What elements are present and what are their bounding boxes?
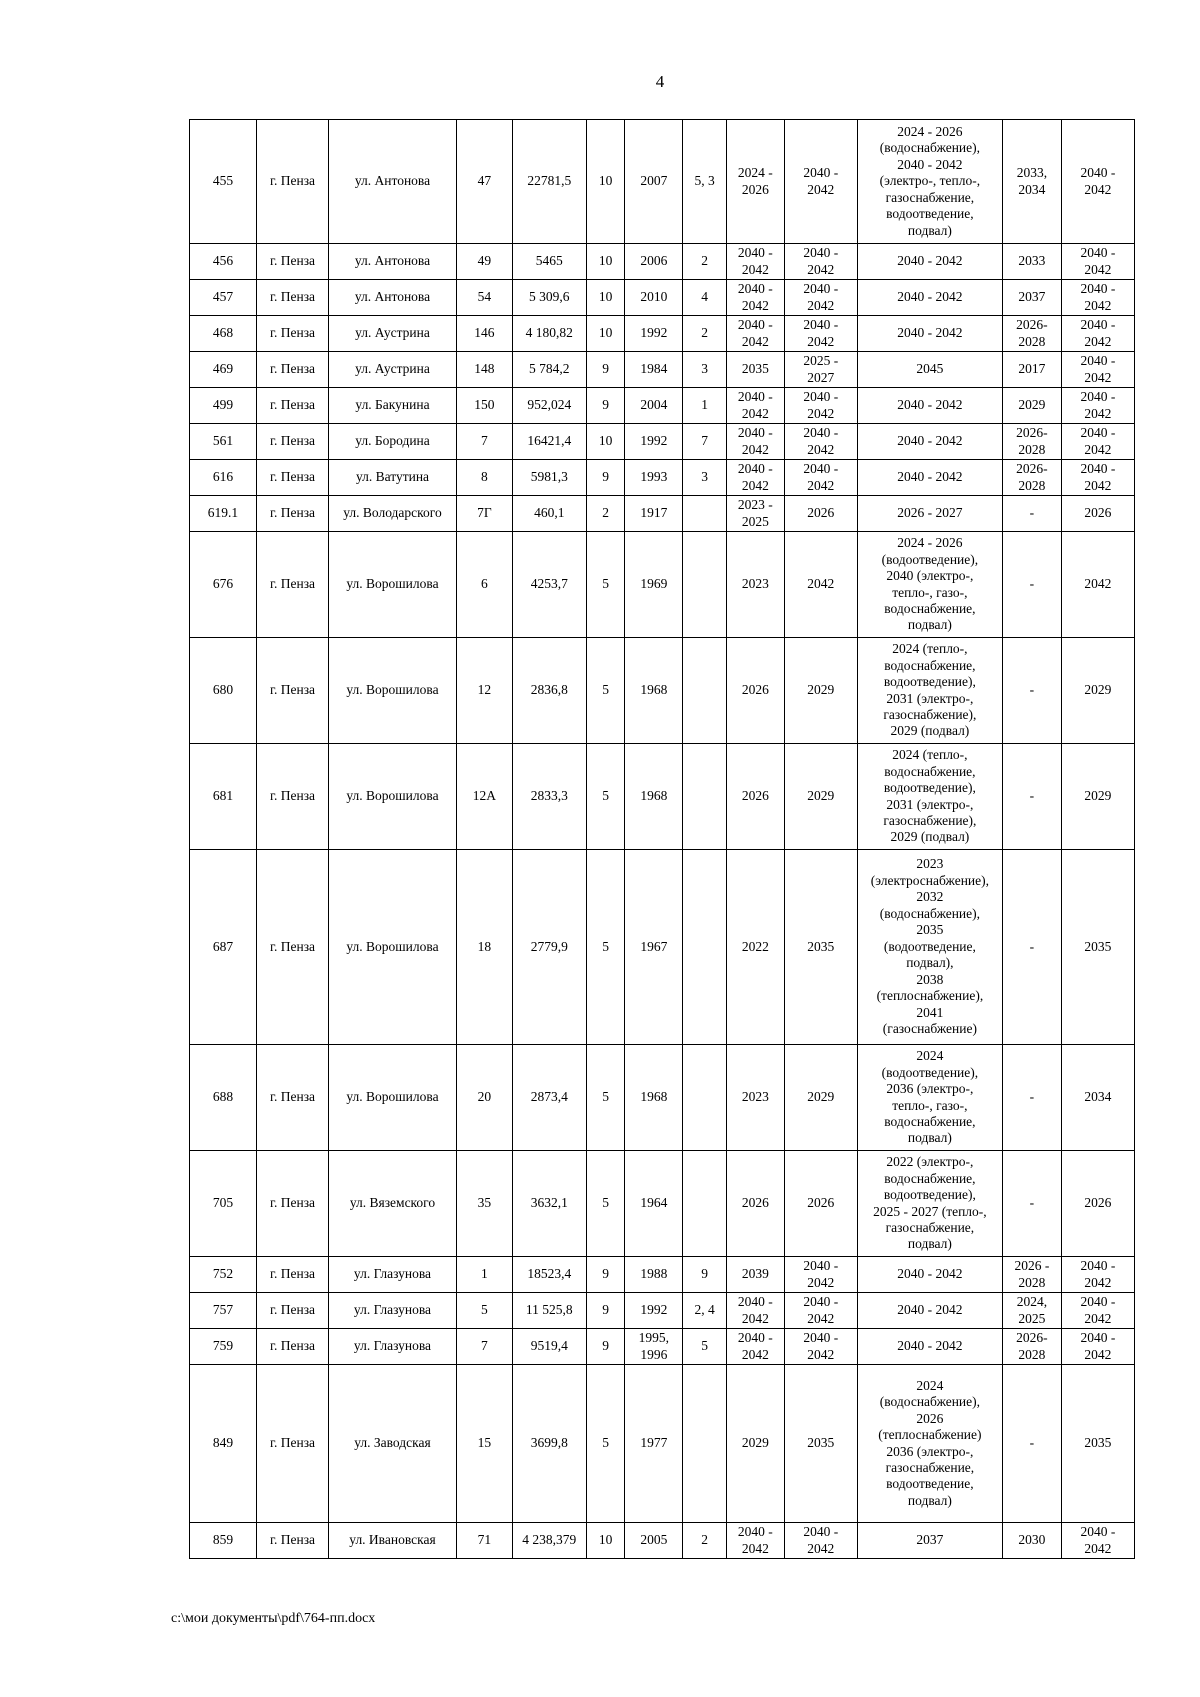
table-cell: 2037 xyxy=(1002,280,1061,316)
table-cell: г. Пенза xyxy=(256,744,328,850)
table-cell: 20 xyxy=(456,1045,512,1151)
table-cell: 2022 (электро-, водоснабжение, водоотведение), 2025 - 2027 (тепло-, газоснабжение, подвал) xyxy=(857,1151,1002,1257)
table-cell: г. Пенза xyxy=(256,424,328,460)
table-cell: 16421,4 xyxy=(512,424,586,460)
housing-repair-schedule-table xyxy=(189,119,1135,1559)
table-cell: 5 784,2 xyxy=(512,352,586,388)
table-cell: г. Пенза xyxy=(256,1257,328,1293)
table-cell: 9 xyxy=(683,1257,727,1293)
table-cell xyxy=(683,496,727,532)
table-cell: 10 xyxy=(586,1523,625,1559)
table-cell: 2779,9 xyxy=(512,850,586,1045)
table-row xyxy=(190,1293,1135,1329)
table-cell: 10 xyxy=(586,280,625,316)
table-cell: г. Пенза xyxy=(256,1365,328,1523)
table-cell: 2035 xyxy=(784,850,857,1045)
table-cell: - xyxy=(1002,638,1061,744)
table-row xyxy=(190,1365,1135,1523)
table-cell: 5 xyxy=(586,1151,625,1257)
table-cell: ул. Заводская xyxy=(329,1365,457,1523)
table-cell: 2040 - 2042 xyxy=(857,244,1002,280)
table-cell: 2040 - 2042 xyxy=(726,460,784,496)
table-row xyxy=(190,1257,1135,1293)
table-cell: ул. Антонова xyxy=(329,244,457,280)
table-cell: 2033, 2034 xyxy=(1002,120,1061,244)
footer-file-path: c:\мои документы\pdf\764-пп.docx xyxy=(171,1611,376,1626)
table-cell: г. Пенза xyxy=(256,244,328,280)
table-row xyxy=(190,244,1135,280)
table-cell: 2026 - 2028 xyxy=(1002,1257,1061,1293)
table-cell: 2026 xyxy=(726,1151,784,1257)
table-cell: 1 xyxy=(456,1257,512,1293)
table-cell: 952,024 xyxy=(512,388,586,424)
table-cell: 681 xyxy=(190,744,257,850)
table-cell: 11 525,8 xyxy=(512,1293,586,1329)
table-cell: 54 xyxy=(456,280,512,316)
table-cell: 2040 - 2042 xyxy=(857,1293,1002,1329)
table-cell: 2040 - 2042 xyxy=(784,460,857,496)
table-cell: г. Пенза xyxy=(256,120,328,244)
table-cell: г. Пенза xyxy=(256,388,328,424)
table-cell: 1968 xyxy=(625,1045,683,1151)
table-cell: 3699,8 xyxy=(512,1365,586,1523)
table-cell: 2833,3 xyxy=(512,744,586,850)
table-cell: 2040 - 2042 xyxy=(1061,1293,1134,1329)
table-cell: 7 xyxy=(456,1329,512,1365)
table-cell: 2024 - 2026 (водоотведение), 2040 (электро-, тепло-, газо-, водоснабжение, подвал) xyxy=(857,532,1002,638)
table-row xyxy=(190,424,1135,460)
table-cell: 1967 xyxy=(625,850,683,1045)
table-row xyxy=(190,496,1135,532)
table-cell: 2040 - 2042 xyxy=(784,1523,857,1559)
table-cell: 2040 - 2042 xyxy=(726,316,784,352)
table-row xyxy=(190,1523,1135,1559)
table-cell: г. Пенза xyxy=(256,352,328,388)
table-cell: 2024, 2025 xyxy=(1002,1293,1061,1329)
table-cell: 2040 - 2042 xyxy=(857,1257,1002,1293)
table-cell: 2026 xyxy=(726,744,784,850)
table-cell: 5 xyxy=(586,638,625,744)
table-cell: 10 xyxy=(586,424,625,460)
table-cell: 2 xyxy=(683,244,727,280)
table-cell: ул. Ивановская xyxy=(329,1523,457,1559)
table-cell: 1968 xyxy=(625,638,683,744)
page-number: 4 xyxy=(655,72,665,91)
table-cell: 2035 xyxy=(726,352,784,388)
table-cell: 2029 xyxy=(1061,638,1134,744)
table-cell: 2040 - 2042 xyxy=(726,280,784,316)
table-cell: 1968 xyxy=(625,744,683,850)
table-cell: ул. Глазунова xyxy=(329,1293,457,1329)
table-cell: 10 xyxy=(586,244,625,280)
table-cell: 146 xyxy=(456,316,512,352)
table-cell: 2025 - 2027 xyxy=(784,352,857,388)
table-cell: 2040 - 2042 xyxy=(726,1523,784,1559)
table-cell: 499 xyxy=(190,388,257,424)
table-cell: 8 xyxy=(456,460,512,496)
table-cell: 2, 4 xyxy=(683,1293,727,1329)
table-cell: г. Пенза xyxy=(256,316,328,352)
table-cell: 4253,7 xyxy=(512,532,586,638)
table-cell: ул. Бакунина xyxy=(329,388,457,424)
table-cell: 2040 - 2042 xyxy=(1061,1257,1134,1293)
table-row xyxy=(190,638,1135,744)
table-cell: г. Пенза xyxy=(256,1045,328,1151)
table-cell: 2040 - 2042 xyxy=(857,316,1002,352)
table-cell: 2040 - 2042 xyxy=(857,460,1002,496)
table-cell: 2026- 2028 xyxy=(1002,1329,1061,1365)
table-cell: 2029 xyxy=(1002,388,1061,424)
table-cell: 2040 - 2042 xyxy=(784,1293,857,1329)
table-cell: - xyxy=(1002,1365,1061,1523)
table-cell: 2 xyxy=(683,1523,727,1559)
table-cell: г. Пенза xyxy=(256,1151,328,1257)
table-cell: 5 xyxy=(586,744,625,850)
table-cell: 2024 (тепло-, водоснабжение, водоотведение), 2031 (электро-, газоснабжение), 2029 (подвал) xyxy=(857,744,1002,850)
table-cell: 2040 - 2042 xyxy=(1061,352,1134,388)
table-cell: ул. Бородина xyxy=(329,424,457,460)
table-cell: ул. Антонова xyxy=(329,120,457,244)
table-cell: 9 xyxy=(586,460,625,496)
table-cell: 2040 - 2042 xyxy=(784,280,857,316)
table-cell: 18523,4 xyxy=(512,1257,586,1293)
table-cell xyxy=(683,850,727,1045)
table-cell: 15 xyxy=(456,1365,512,1523)
table-cell: 680 xyxy=(190,638,257,744)
table-cell: г. Пенза xyxy=(256,496,328,532)
table-cell: 2040 - 2042 xyxy=(1061,1523,1134,1559)
table-cell: 2006 xyxy=(625,244,683,280)
table-cell: 2026- 2028 xyxy=(1002,424,1061,460)
table-row xyxy=(190,316,1135,352)
table-cell: 687 xyxy=(190,850,257,1045)
table-cell: 2023 - 2025 xyxy=(726,496,784,532)
table-cell: 2040 - 2042 xyxy=(784,1257,857,1293)
table-cell: г. Пенза xyxy=(256,638,328,744)
table-cell: 468 xyxy=(190,316,257,352)
table-cell: 1 xyxy=(683,388,727,424)
table-cell: 9 xyxy=(586,388,625,424)
table-cell: 2035 xyxy=(1061,1365,1134,1523)
table-row xyxy=(190,352,1135,388)
table-cell xyxy=(683,638,727,744)
table-cell: 460,1 xyxy=(512,496,586,532)
table-cell: г. Пенза xyxy=(256,1293,328,1329)
table-cell: ул. Вяземского xyxy=(329,1151,457,1257)
table-cell: 1995, 1996 xyxy=(625,1329,683,1365)
table-cell: г. Пенза xyxy=(256,1329,328,1365)
table-cell: 2040 - 2042 xyxy=(784,316,857,352)
table-cell: ул. Ватутина xyxy=(329,460,457,496)
table-cell: 2026 xyxy=(726,638,784,744)
table-cell: 2040 - 2042 xyxy=(857,1329,1002,1365)
table-cell: 2040 - 2042 xyxy=(857,280,1002,316)
table-cell xyxy=(683,532,727,638)
table-cell: 2873,4 xyxy=(512,1045,586,1151)
table-cell: 2026 xyxy=(784,1151,857,1257)
table-cell: ул. Ворошилова xyxy=(329,638,457,744)
table-cell: - xyxy=(1002,496,1061,532)
table-cell: 5 xyxy=(586,1045,625,1151)
table-cell: 2040 - 2042 xyxy=(1061,280,1134,316)
table-cell: 1993 xyxy=(625,460,683,496)
table-cell: 2023 (электроснабжение), 2032 (водоснабжение), 2035 (водоотведение, подвал), 2038 (теплоснабжение), 2041 (газоснабжение) xyxy=(857,850,1002,1045)
table-cell: 7 xyxy=(683,424,727,460)
table-cell: 2040 - 2042 xyxy=(1061,1329,1134,1365)
table-cell: 2024 - 2026 (водоснабжение), 2040 - 2042 (электро-, тепло-, газоснабжение, водоотведение, подвал) xyxy=(857,120,1002,244)
table-cell: 2029 xyxy=(784,638,857,744)
table-cell: 2045 xyxy=(857,352,1002,388)
table-cell xyxy=(683,1365,727,1523)
table-cell: 2029 xyxy=(784,1045,857,1151)
table-cell: г. Пенза xyxy=(256,460,328,496)
table-cell: 1984 xyxy=(625,352,683,388)
table-cell: 22781,5 xyxy=(512,120,586,244)
table-cell: 2040 - 2042 xyxy=(857,388,1002,424)
table-cell: 859 xyxy=(190,1523,257,1559)
table-cell: 9 xyxy=(586,1257,625,1293)
table-cell: 2024 (водоотведение), 2036 (электро-, тепло-, газо-, водоснабжение, подвал) xyxy=(857,1045,1002,1151)
table-cell: 2040 - 2042 xyxy=(784,120,857,244)
table-cell: 1969 xyxy=(625,532,683,638)
table-cell: ул. Ворошилова xyxy=(329,532,457,638)
table-cell: 2040 - 2042 xyxy=(1061,460,1134,496)
table-cell: 2040 - 2042 xyxy=(784,244,857,280)
table-cell: 2022 xyxy=(726,850,784,1045)
table-cell: 2026 xyxy=(1061,496,1134,532)
table-cell: 2026- 2028 xyxy=(1002,460,1061,496)
table-cell: г. Пенза xyxy=(256,1523,328,1559)
table-cell xyxy=(683,1045,727,1151)
table-cell: 2040 - 2042 xyxy=(857,424,1002,460)
table-cell: 1992 xyxy=(625,424,683,460)
table-cell: ул. Аустрина xyxy=(329,316,457,352)
table-cell: 2030 xyxy=(1002,1523,1061,1559)
table-cell: - xyxy=(1002,744,1061,850)
table-cell: г. Пенза xyxy=(256,532,328,638)
table-cell: 2004 xyxy=(625,388,683,424)
table-cell: 2034 xyxy=(1061,1045,1134,1151)
table-cell: 2 xyxy=(586,496,625,532)
table-cell: 619.1 xyxy=(190,496,257,532)
table-cell: 688 xyxy=(190,1045,257,1151)
table-row xyxy=(190,1329,1135,1365)
table-cell: 2040 - 2042 xyxy=(784,424,857,460)
table-cell: 148 xyxy=(456,352,512,388)
table-cell: 1992 xyxy=(625,316,683,352)
table-body xyxy=(190,120,1135,1559)
table-cell: 455 xyxy=(190,120,257,244)
table-cell: 2040 - 2042 xyxy=(1061,316,1134,352)
table-cell: 676 xyxy=(190,532,257,638)
table-cell: 4 238,379 xyxy=(512,1523,586,1559)
table-cell: 616 xyxy=(190,460,257,496)
table-cell: 1917 xyxy=(625,496,683,532)
table-cell: ул. Антонова xyxy=(329,280,457,316)
table-row xyxy=(190,850,1135,1045)
table-cell: 457 xyxy=(190,280,257,316)
table-cell: 12А xyxy=(456,744,512,850)
table-cell: - xyxy=(1002,532,1061,638)
table-cell: 2035 xyxy=(1061,850,1134,1045)
table-cell: 1992 xyxy=(625,1293,683,1329)
table-cell: 705 xyxy=(190,1151,257,1257)
table-cell: 3632,1 xyxy=(512,1151,586,1257)
table-cell: 2026 - 2027 xyxy=(857,496,1002,532)
table-cell: 5 xyxy=(683,1329,727,1365)
table-cell: 2010 xyxy=(625,280,683,316)
table-row xyxy=(190,280,1135,316)
table-row xyxy=(190,532,1135,638)
table-cell: - xyxy=(1002,1151,1061,1257)
table-cell: ул. Глазунова xyxy=(329,1257,457,1293)
table-cell: 1977 xyxy=(625,1365,683,1523)
table-cell: 2033 xyxy=(1002,244,1061,280)
table-cell: 2040 - 2042 xyxy=(726,1329,784,1365)
table-row xyxy=(190,1045,1135,1151)
table-cell xyxy=(683,1151,727,1257)
table-cell: 7 xyxy=(456,424,512,460)
table-row xyxy=(190,388,1135,424)
table-cell: 752 xyxy=(190,1257,257,1293)
table-cell: 9519,4 xyxy=(512,1329,586,1365)
table-cell xyxy=(683,744,727,850)
table-cell: ул. Володарского xyxy=(329,496,457,532)
table-cell: ул. Ворошилова xyxy=(329,1045,457,1151)
table-cell: ул. Ворошилова xyxy=(329,850,457,1045)
table-cell: 2035 xyxy=(784,1365,857,1523)
table-cell: 35 xyxy=(456,1151,512,1257)
table-cell: 2040 - 2042 xyxy=(784,1329,857,1365)
table-cell: 2040 - 2042 xyxy=(1061,424,1134,460)
table-cell: 5, 3 xyxy=(683,120,727,244)
table-cell: 2037 xyxy=(857,1523,1002,1559)
table-row xyxy=(190,744,1135,850)
table-cell: 2023 xyxy=(726,532,784,638)
table-cell: 2026- 2028 xyxy=(1002,316,1061,352)
table-cell: 456 xyxy=(190,244,257,280)
table-cell: г. Пенза xyxy=(256,280,328,316)
table-cell: 2040 - 2042 xyxy=(726,1293,784,1329)
table-cell: 2040 - 2042 xyxy=(1061,244,1134,280)
table-cell: 18 xyxy=(456,850,512,1045)
table-cell: ул. Ворошилова xyxy=(329,744,457,850)
table-cell: 5 xyxy=(456,1293,512,1329)
table-cell: 6 xyxy=(456,532,512,638)
table-cell: 7Г xyxy=(456,496,512,532)
table-cell: 2007 xyxy=(625,120,683,244)
table-cell: 2026 xyxy=(784,496,857,532)
table-cell: 2023 xyxy=(726,1045,784,1151)
table-cell: 2042 xyxy=(1061,532,1134,638)
table-cell: 2 xyxy=(683,316,727,352)
table-cell: 469 xyxy=(190,352,257,388)
table-cell: г. Пенза xyxy=(256,850,328,1045)
table-cell: 2024 (водоснабжение), 2026 (теплоснабжение) 2036 (электро-, газоснабжение, водоотведение, подвал) xyxy=(857,1365,1002,1523)
table-cell: 5981,3 xyxy=(512,460,586,496)
table-cell: 2040 - 2042 xyxy=(1061,388,1134,424)
table-cell: 49 xyxy=(456,244,512,280)
table-cell: 2040 - 2042 xyxy=(726,244,784,280)
table-cell: 5 xyxy=(586,532,625,638)
table-cell: 2024 (тепло-, водоснабжение, водоотведение), 2031 (электро-, газоснабжение), 2029 (подвал) xyxy=(857,638,1002,744)
table-cell: 2029 xyxy=(726,1365,784,1523)
table-cell: ул. Глазунова xyxy=(329,1329,457,1365)
table-cell: 2042 xyxy=(784,532,857,638)
table-cell: 2005 xyxy=(625,1523,683,1559)
table-cell: 5465 xyxy=(512,244,586,280)
table-cell: 71 xyxy=(456,1523,512,1559)
table-cell: 2017 xyxy=(1002,352,1061,388)
table-cell: - xyxy=(1002,850,1061,1045)
table-cell: 2040 - 2042 xyxy=(726,388,784,424)
table-cell: - xyxy=(1002,1045,1061,1151)
table-cell: 2040 - 2042 xyxy=(726,424,784,460)
table-cell: 10 xyxy=(586,316,625,352)
table-cell: ул. Аустрина xyxy=(329,352,457,388)
table-cell: 5 309,6 xyxy=(512,280,586,316)
table-cell: 2024 - 2026 xyxy=(726,120,784,244)
table-cell: 1988 xyxy=(625,1257,683,1293)
table-cell: 47 xyxy=(456,120,512,244)
table-cell: 3 xyxy=(683,460,727,496)
table-cell: 9 xyxy=(586,352,625,388)
table-cell: 849 xyxy=(190,1365,257,1523)
table-cell: 2836,8 xyxy=(512,638,586,744)
table-row xyxy=(190,1151,1135,1257)
table-cell: 9 xyxy=(586,1329,625,1365)
table-cell: 10 xyxy=(586,120,625,244)
table-cell: 150 xyxy=(456,388,512,424)
table-cell: 4 xyxy=(683,280,727,316)
table-row xyxy=(190,460,1135,496)
table-cell: 3 xyxy=(683,352,727,388)
table-cell: 2029 xyxy=(784,744,857,850)
table-row xyxy=(190,120,1135,244)
table-cell: 5 xyxy=(586,850,625,1045)
table-cell: 9 xyxy=(586,1293,625,1329)
table-cell: 561 xyxy=(190,424,257,460)
table-cell: 1964 xyxy=(625,1151,683,1257)
table-cell: 2029 xyxy=(1061,744,1134,850)
table-cell: 759 xyxy=(190,1329,257,1365)
table-cell: 2026 xyxy=(1061,1151,1134,1257)
table-cell: 757 xyxy=(190,1293,257,1329)
table-cell: 12 xyxy=(456,638,512,744)
table-cell: 2039 xyxy=(726,1257,784,1293)
table-cell: 4 180,82 xyxy=(512,316,586,352)
table-cell: 2040 - 2042 xyxy=(784,388,857,424)
table-cell: 2040 - 2042 xyxy=(1061,120,1134,244)
table-cell: 5 xyxy=(586,1365,625,1523)
